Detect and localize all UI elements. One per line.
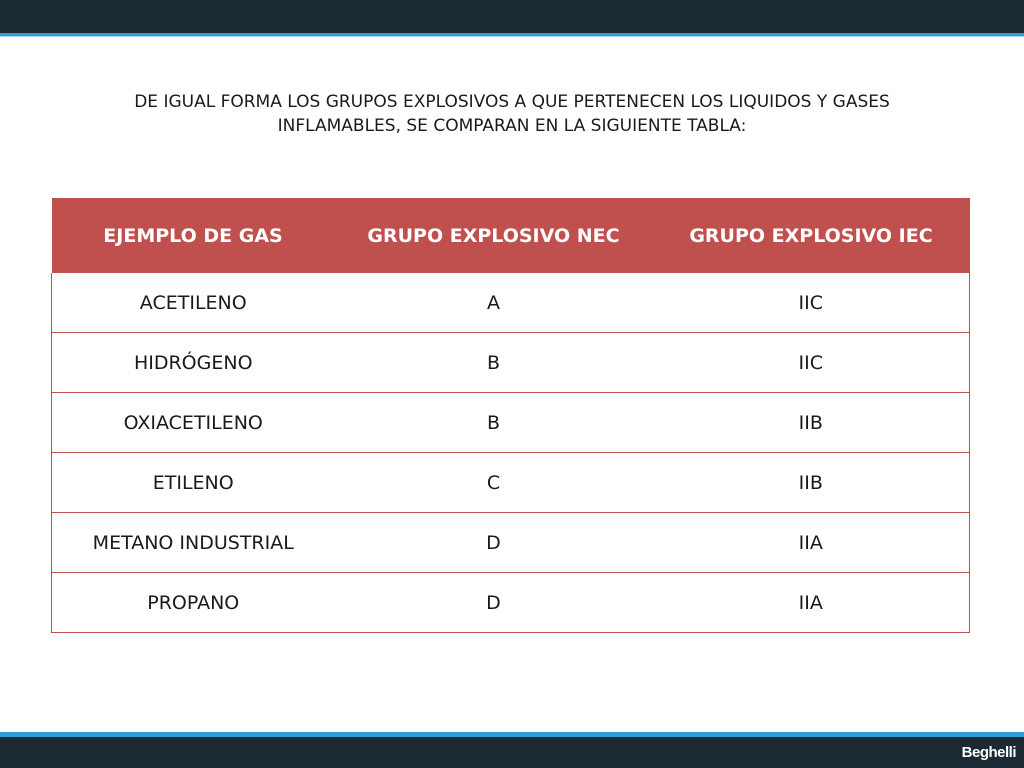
slide-title-line-1: DE IGUAL FORMA LOS GRUPOS EXPLOSIVOS A QUE PERTENECEN LOS LIQUIDOS Y GASES [134,92,890,112]
header-gas-example: EJEMPLO DE GAS [52,199,335,274]
cell-nec: B [335,393,653,453]
explosive-groups-table [51,198,970,633]
cell-iec: IIC [653,333,970,393]
cell-nec: C [335,453,653,513]
cell-nec: D [335,513,653,573]
cell-gas: PROPANO [52,573,335,633]
cell-gas: ETILENO [52,453,335,513]
header-iec-group: GRUPO EXPLOSIVO IEC [653,199,970,274]
cell-nec: D [335,573,653,633]
cell-gas: HIDRÓGENO [52,333,335,393]
cell-nec: B [335,333,653,393]
table-row [52,393,970,453]
comparison-table-container [51,198,969,633]
cell-gas: OXIACETILENO [52,393,335,453]
slide-title [60,90,964,138]
table-row [52,453,970,513]
cell-nec: A [335,273,653,333]
cell-iec: IIA [653,513,970,573]
top-accent-stripe-light [0,36,1024,37]
cell-iec: IIB [653,453,970,513]
cell-gas: ACETILENO [52,273,335,333]
cell-gas: METANO INDUSTRIAL [52,513,335,573]
cell-iec: IIC [653,273,970,333]
table-row [52,333,970,393]
brand-logo: Beghelli [961,744,1016,761]
table-header-row [52,199,970,274]
cell-iec: IIA [653,573,970,633]
bottom-bar [0,737,1024,768]
header-nec-group: GRUPO EXPLOSIVO NEC [335,199,653,274]
slide-title-line-2: INFLAMABLES, SE COMPARAN EN LA SIGUIENTE TABLA: [277,116,747,136]
cell-iec: IIB [653,393,970,453]
table-row [52,573,970,633]
top-bar [0,0,1024,33]
table-row [52,273,970,333]
table-row [52,513,970,573]
